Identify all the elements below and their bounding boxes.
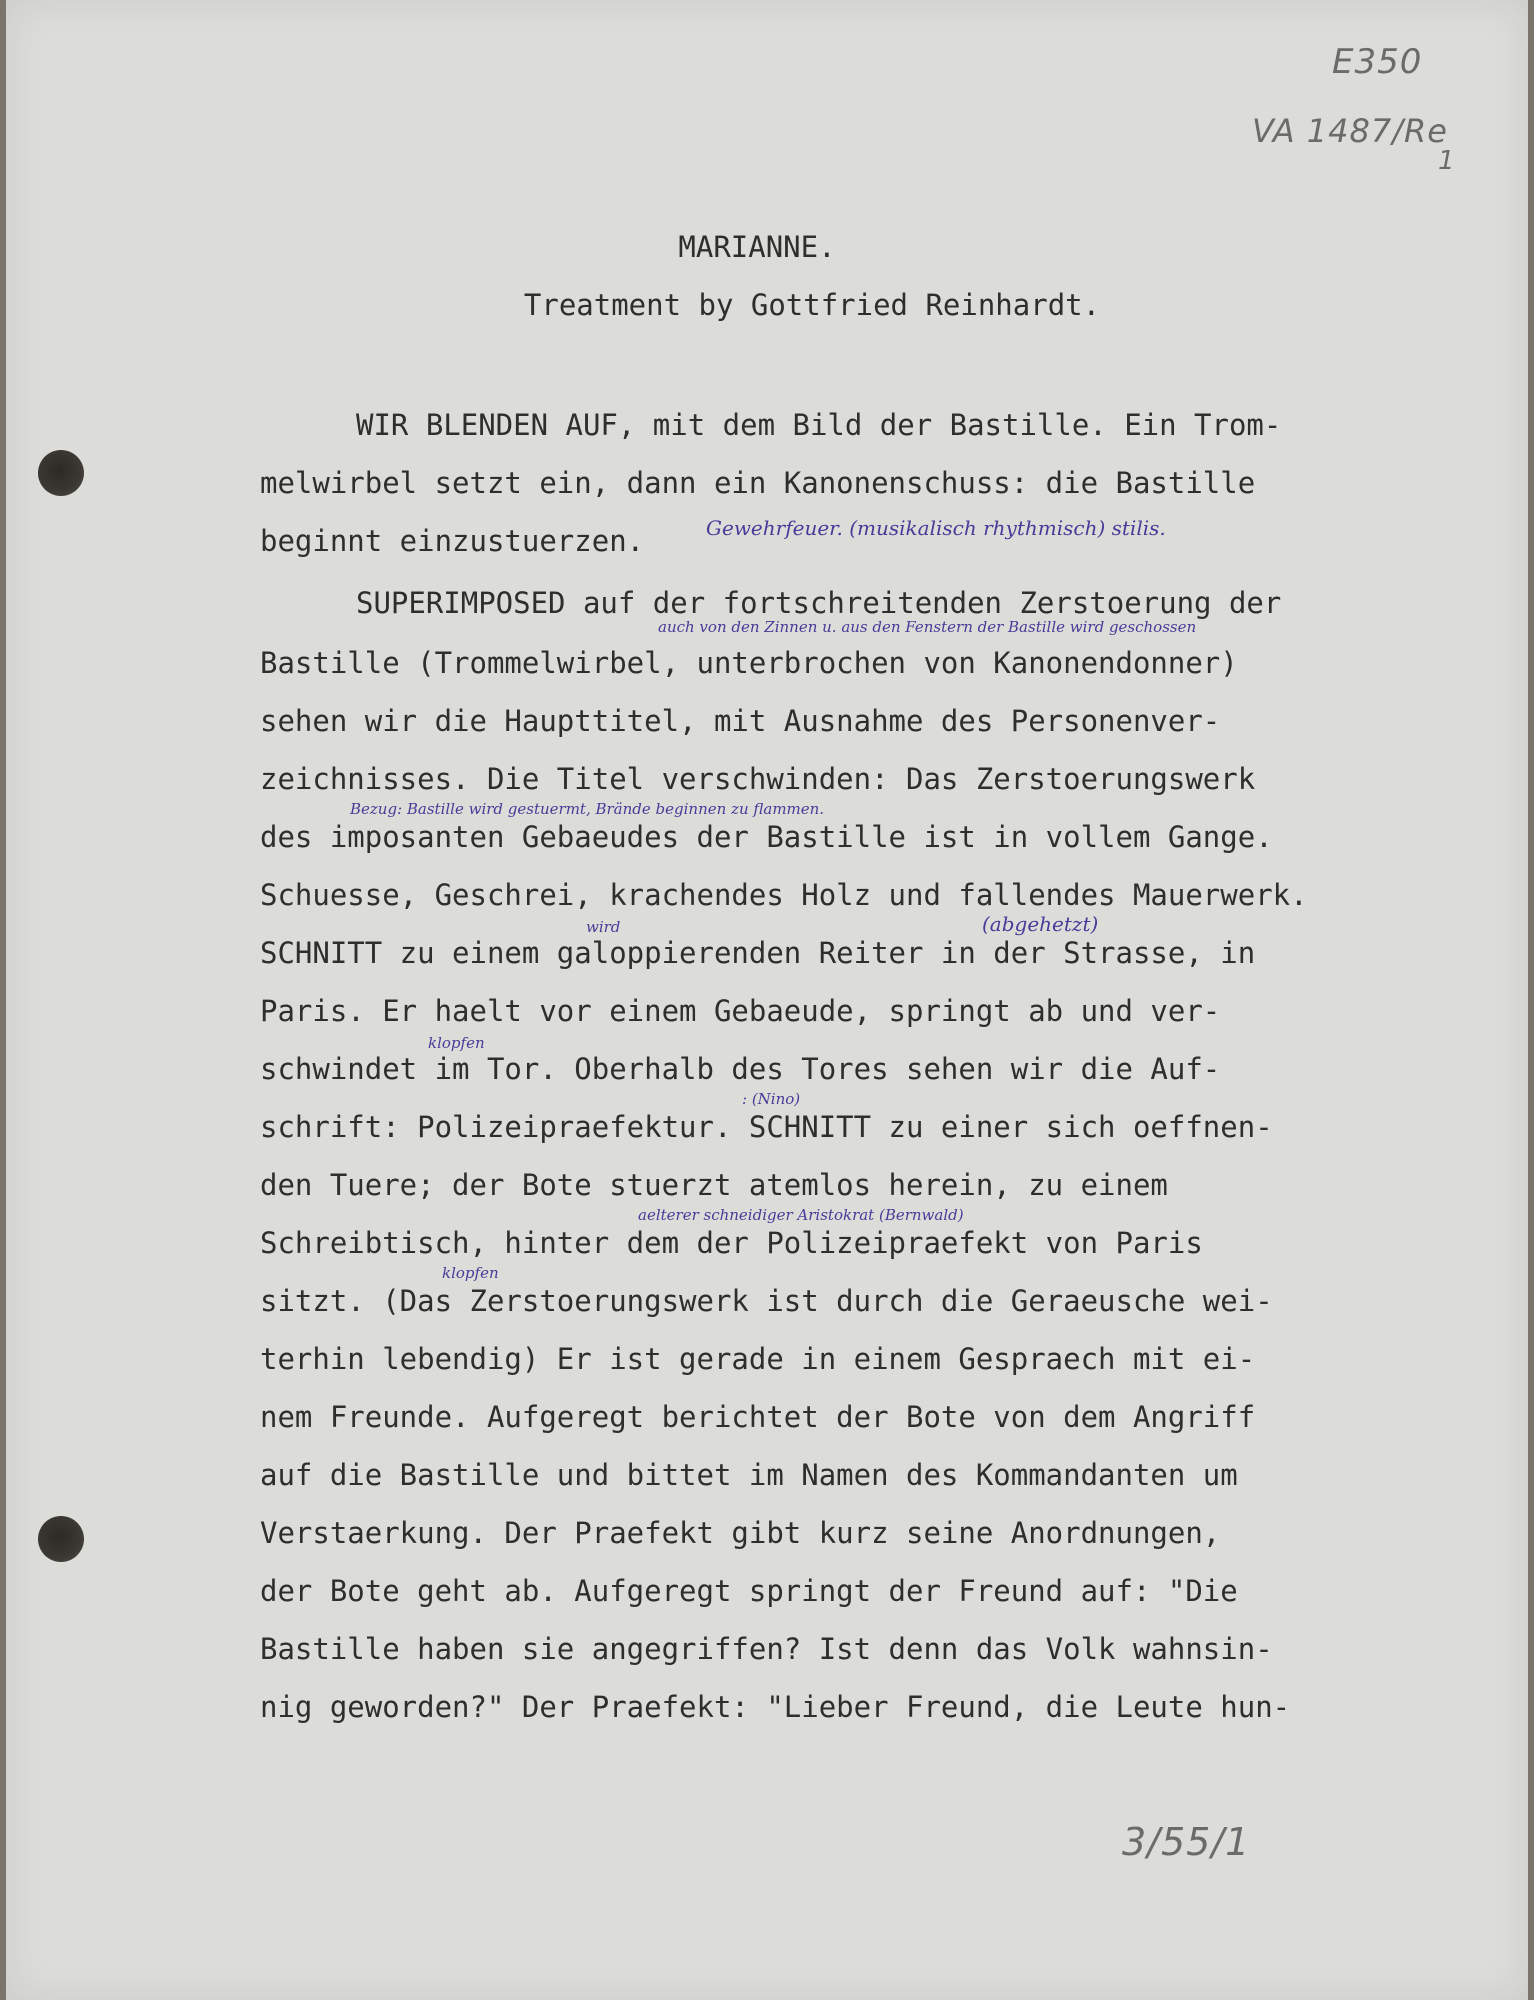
body-line: Bastille haben sie angegriffen? Ist denn das Volk wahnsin- (260, 1632, 1273, 1666)
body-line: Schreibtisch, hinter dem der Polizeipraefekt von Paris (260, 1226, 1203, 1260)
body-line: zeichnisses. Die Titel verschwinden: Das Zerstoerungswerk (260, 762, 1256, 796)
punch-hole-bottom (38, 1516, 84, 1562)
body-line: Verstaerkung. Der Praefekt gibt kurz seine Anordnungen, (260, 1516, 1221, 1550)
handwritten-note: Gewehrfeuer. (musikalisch rhythmisch) stilis. (706, 516, 1166, 540)
document-subtitle: Treatment by Gottfried Reinhardt. (523, 288, 1101, 322)
handwritten-note: klopfen (442, 1264, 499, 1282)
body-line: nig geworden?" Der Praefekt: "Lieber Freund, die Leute hun- (260, 1690, 1291, 1724)
body-line: WIR BLENDEN AUF, mit dem Bild der Bastille. Ein Trom- (356, 408, 1282, 442)
document-title: MARIANNE. (678, 230, 836, 264)
body-line: SUPERIMPOSED auf der fortschreitenden Zerstoerung der (356, 586, 1282, 620)
body-line: auf die Bastille und bittet im Namen des Kommandanten um (260, 1458, 1238, 1492)
body-line: melwirbel setzt ein, dann ein Kanonenschuss: die Bastille (260, 466, 1256, 500)
reference-code: VA 1487/Re (1252, 112, 1448, 150)
folio-number: 3/55/1 (1122, 1820, 1251, 1864)
body-line: beginnt einzustuerzen. (260, 524, 645, 558)
body-line: sitzt. (Das Zerstoerungswerk ist durch die Geraeusche wei- (260, 1284, 1273, 1318)
body-line: SCHNITT zu einem galoppierenden Reiter in der Strasse, in (260, 936, 1256, 970)
body-line: des imposanten Gebaeudes der Bastille ist in vollem Gange. (260, 820, 1273, 854)
body-line: Schuesse, Geschrei, krachendes Holz und fallendes Mauerwerk. (260, 878, 1308, 912)
body-line: schrift: Polizeipraefektur. SCHNITT zu einer sich oeffnen- (260, 1110, 1273, 1144)
body-line: schwindet im Tor. Oberhalb des Tores sehen wir die Auf- (260, 1052, 1221, 1086)
handwritten-note: : (Nino) (742, 1090, 801, 1108)
body-line: der Bote geht ab. Aufgeregt springt der Freund auf: "Die (260, 1574, 1238, 1608)
handwritten-note: aelterer schneidiger Aristokrat (Bernwald) (638, 1206, 964, 1224)
body-line: terhin lebendig) Er ist gerade in einem Gespraech mit ei- (260, 1342, 1256, 1376)
body-line: Paris. Er haelt vor einem Gebaeude, springt ab und ver- (260, 994, 1221, 1028)
handwritten-note: Bezug: Bastille wird gestuermt, Brände beginnen zu flammen. (350, 800, 825, 818)
handwritten-note: wird (586, 918, 621, 936)
body-line: sehen wir die Haupttitel, mit Ausnahme des Personenver- (260, 704, 1221, 738)
reference-number: 1 (1438, 146, 1456, 176)
body-line: nem Freunde. Aufgeregt berichtet der Bote von dem Angriff (260, 1400, 1256, 1434)
document-page (6, 0, 1528, 2000)
body-line: den Tuere; der Bote stuerzt atemlos herein, zu einem (260, 1168, 1168, 1202)
handwritten-note: (abgehetzt) (982, 912, 1099, 936)
archive-code: E350 (1332, 42, 1423, 82)
handwritten-note: klopfen (428, 1034, 485, 1052)
body-line: Bastille (Trommelwirbel, unterbrochen von Kanonendonner) (260, 646, 1238, 680)
punch-hole-top (38, 450, 84, 496)
handwritten-note: auch von den Zinnen u. aus den Fenstern der Bastille wird geschossen (658, 618, 1197, 636)
